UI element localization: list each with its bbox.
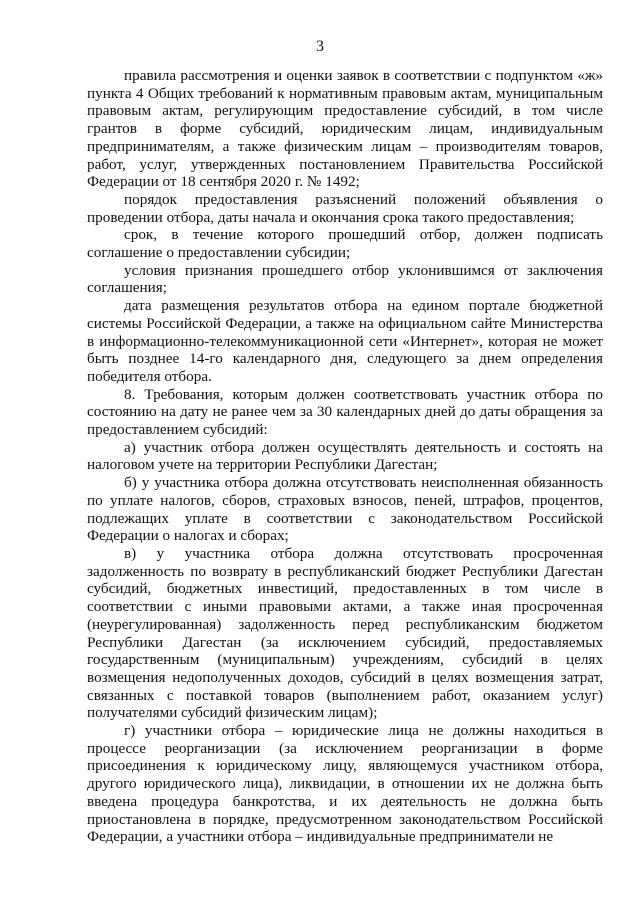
paragraph-results-publication: дата размещения результатов отбора на едином портале бюджетной системы Российской Федерации, а также на официальном сайте Министерства в информационно-телекоммуникационной сети «Интернет», которая не может быть позднее 14-го календарного дня, следующего за днем определения победителя отбора. (87, 297, 603, 385)
paragraph-agreement-deadline: срок, в течение которого прошедший отбор, должен подписать соглашение о предоставлении субсидии; (87, 226, 603, 262)
paragraph-review-rules: правила рассмотрения и оценки заявок в соответствии с подпунктом «ж» пункта 4 Общих требований к нормативным правовым актам, муниципальным правовым актам, регулирующим предоставление субсидий, в том числе грантов в форме субсидий, юридическим лицам, индивидуальным предпринимателям, а также физическим лицам – производителям товаров, работ, услуг, утвержденных постановлением Правительства Российской Федерации от 18 сентября 2020 г. № 1492; (87, 67, 603, 191)
paragraph-item-v: в) у участника отбора должна отсутствовать просроченная задолженность по возврату в республиканский бюджет Республики Дагестан субсидий, бюджетных инвестиций, предоставленных в том числе в соответствии с иными правовыми актами, а также иная просроченная (неурегулированная) задолженность перед республиканским бюджетом Республики Дагестан (за исключением субсидий, предоставляемых государственным (муниципальным) учреждениям, субсидий в целях возмещения недополученных доходов, субсидий в целях возмещения затрат, связанных с поставкой товаров (выполнением работ, оказанием услуг) получателями субсидий физическим лицам); (87, 544, 603, 722)
paragraph-item-a: а) участник отбора должен осуществлять деятельность и состоять на налоговом учете на территории Республики Дагестан; (87, 438, 603, 474)
paragraph-item-b: б) у участника отбора должна отсутствовать неисполненная обязанность по уплате налогов, сборов, страховых взносов, пеней, штрафов, процентов, подлежащих уплате в соответствии с законодательством Российской Федерации о налогах и сборах; (87, 474, 603, 545)
paragraph-evasion-conditions: условия признания прошедшего отбор уклонившимся от заключения соглашения; (87, 261, 603, 297)
page-number: 3 (316, 38, 324, 55)
paragraph-section-8-requirements: 8. Требования, которым должен соответствовать участник отбора по состоянию на дату не ранее чем за 30 календарных дней до даты обращения за предоставлением субсидий: (87, 385, 603, 439)
paragraph-clarification-procedure: порядок предоставления разъяснений положений объявления о проведении отбора, даты начала и окончания срока такого предоставления; (87, 190, 603, 226)
document-body (87, 67, 603, 846)
paragraph-item-g: г) участники отбора – юридические лица не должны находиться в процессе реорганизации (за исключением реорганизации в форме присоединения к юридическому лицу, являющемуся участником отбора, другого юридического лица), ликвидации, в отношении их не должна быть введена процедура банкротства, и их деятельность не должна быть приостановлена в порядке, предусмотренном законодательством Российской Федерации, а участники отбора – индивидуальные предприниматели не (87, 722, 603, 846)
